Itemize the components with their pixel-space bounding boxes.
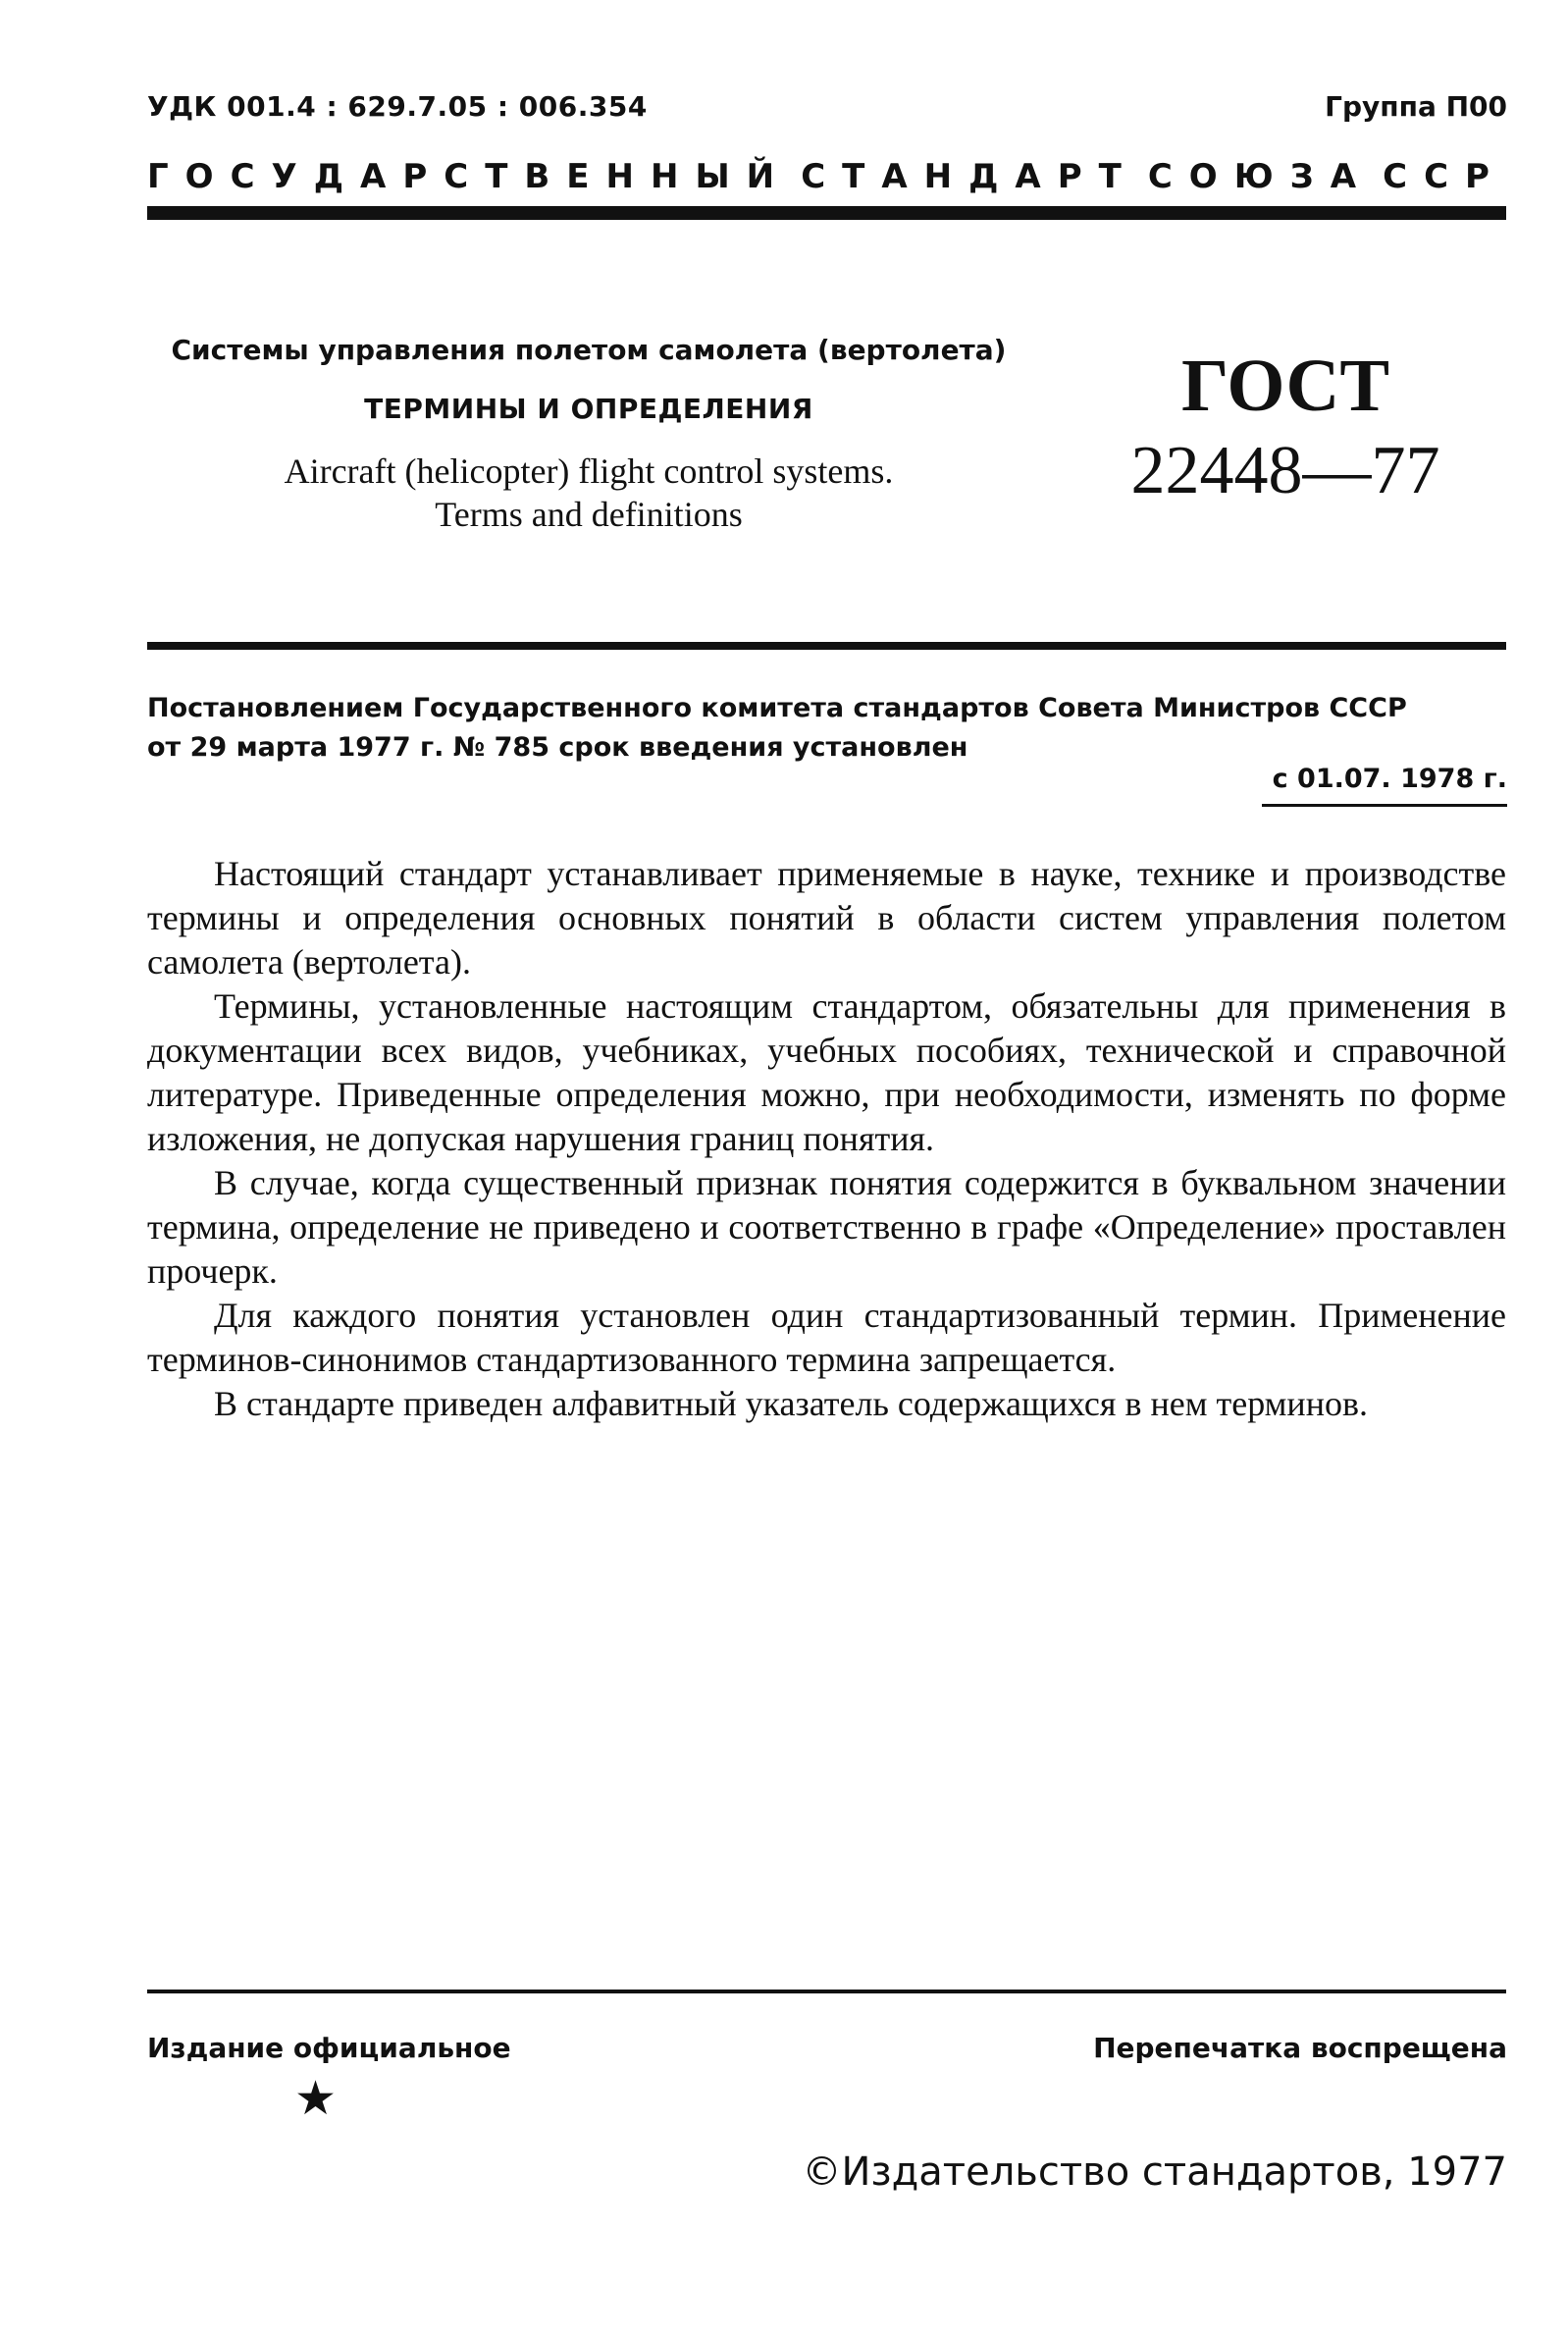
official-edition-label: Издание официальное xyxy=(147,2032,511,2064)
paragraph-3: В случае, когда существенный признак понятия содержится в буквальном значении термина, определение не приведено и соответственно в графе «Определение» проставлен прочерк. xyxy=(147,1163,1506,1291)
decree-text xyxy=(147,689,1506,768)
state-standard-word-2: СТАНДАРТ xyxy=(801,157,1138,196)
bottom-rule xyxy=(147,1990,1506,1993)
title-en xyxy=(147,450,1030,536)
decree-line-1: Постановлением Государственного комитета стандартов Совета Министров СССР xyxy=(147,693,1407,723)
copyright-line: ©Издательство стандартов, 1977 xyxy=(802,2149,1507,2195)
state-standard-word-3: СОЮЗА xyxy=(1147,157,1374,196)
body-text xyxy=(147,852,1506,1426)
title-en-line-2: Terms and definitions xyxy=(435,495,743,534)
middle-rule xyxy=(147,642,1506,650)
gost-number: 22448—77 xyxy=(1130,433,1440,508)
decree-line-2: от 29 марта 1977 г. № 785 срок введения установлен xyxy=(147,732,968,763)
star-icon: ★ xyxy=(294,2073,338,2125)
title-en-line-1: Aircraft (helicopter) flight control systems. xyxy=(284,451,894,491)
gost-label: ГОСТ xyxy=(1180,345,1390,427)
paragraph-5: В стандарте приведен алфавитный указатель содержащихся в нем терминов. xyxy=(214,1384,1368,1423)
effective-date: с 01.07. 1978 г. xyxy=(1262,764,1507,807)
title-ru: Системы управления полетом самолета (вертолета) xyxy=(171,334,1007,366)
top-rule xyxy=(147,206,1506,220)
subtitle-ru: ТЕРМИНЫ И ОПРЕДЕЛЕНИЯ xyxy=(364,393,813,425)
paragraph-1: Настоящий стандарт устанавливает применяемые в науке, технике и производстве термины и определения основных понятий в области систем управления полетом самолета (вертолета). xyxy=(147,854,1506,982)
state-standard-heading xyxy=(147,157,1506,196)
state-standard-word-1: ГОСУДАРСТВЕННЫЙ xyxy=(147,157,792,196)
udk-code: УДК 001.4 : 629.7.05 : 006.354 xyxy=(147,90,648,123)
state-standard-word-4: ССР xyxy=(1383,157,1506,196)
reprint-prohibited-label: Перепечатка воспрещена xyxy=(1093,2032,1507,2064)
paragraph-4: Для каждого понятия установлен один стандартизованный термин. Применение терминов-синонимов стандартизованного термина запрещается. xyxy=(147,1296,1506,1379)
paragraph-2: Термины, установленные настоящим стандартом, обязательны для применения в документации всех видов, учебниках, учебных пособиях, технической и справочной литературе. Приведенные определения можно, при необходимости, изменять по форме изложения, не допуская нарушения границ понятия. xyxy=(147,986,1506,1158)
group-code: Группа П00 xyxy=(1325,90,1507,123)
